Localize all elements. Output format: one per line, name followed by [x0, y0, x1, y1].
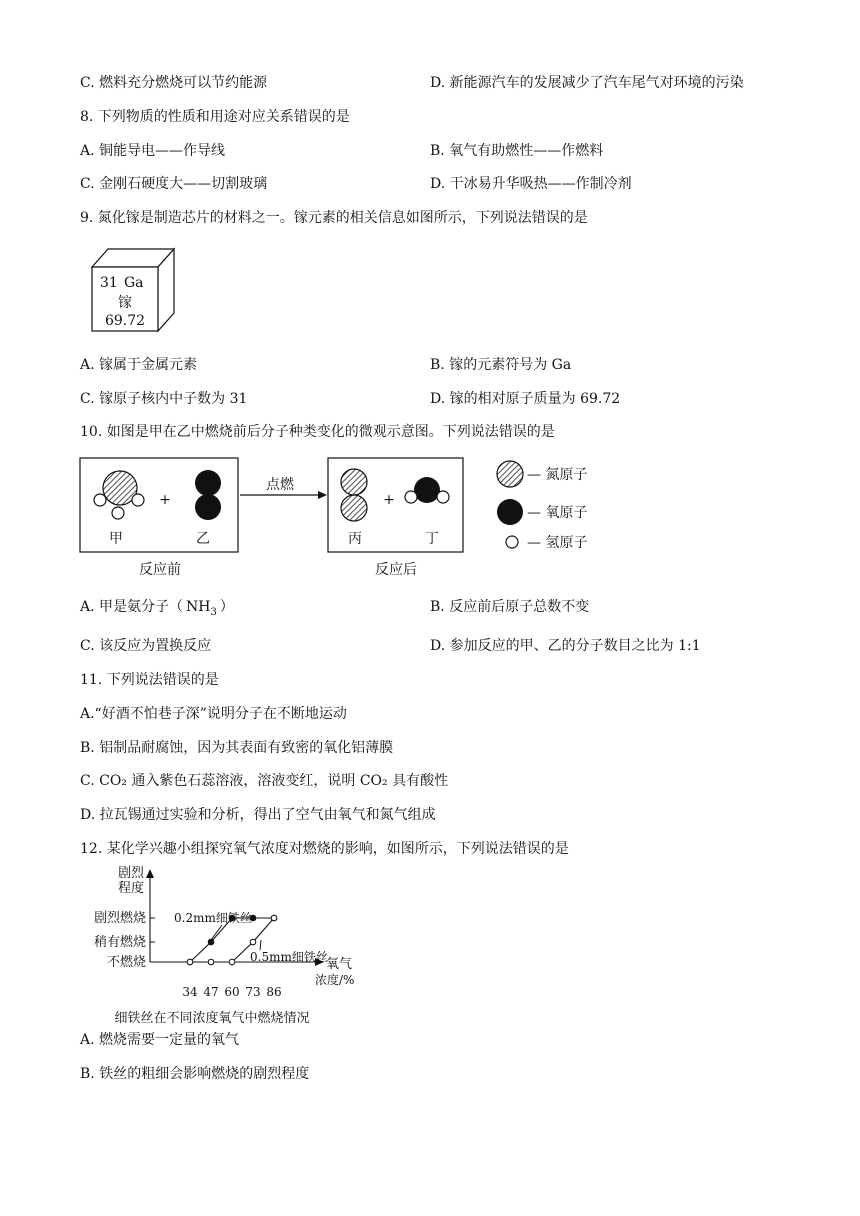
gallium-name: 镓 — [118, 295, 132, 311]
label-ding: 丁 — [425, 531, 439, 547]
point-0.5mm — [271, 915, 277, 921]
x-tick-label: 73 — [245, 985, 261, 999]
y-category-label: 剧烈燃烧 — [93, 911, 146, 926]
q9-option-a: A. 镓属于金属元素 — [80, 357, 198, 373]
plus-after: + — [383, 492, 395, 508]
label-yi: 乙 — [196, 531, 210, 547]
reaction-diagram — [78, 452, 618, 582]
svg-text:— 氮原子: — 氮原子 — [527, 467, 588, 483]
caption-before: 反应前 — [139, 562, 181, 578]
y-axis-label-line2: 程度 — [118, 881, 145, 896]
y-category-label: 不燃烧 — [106, 955, 146, 970]
gallium-symbol: Ga — [124, 275, 144, 291]
y-axis-arrow — [146, 869, 154, 878]
q11-option-c: C. CO₂ 通入紫色石蕊溶液，溶液变红，说明 CO₂ 具有酸性 — [80, 773, 449, 789]
q11-option-a: A.“好酒不怕巷子深”说明分子在不断地运动 — [80, 706, 347, 722]
x-axis-label-line2: 浓度/% — [315, 973, 355, 987]
q10-option-b: B. 反应前后原子总数不变 — [430, 599, 590, 615]
q10-option-c: C. 该反应为置换反应 — [80, 638, 212, 654]
x-tick-label: 47 — [203, 985, 219, 999]
point-0.5mm — [250, 939, 256, 945]
series-label-0.2mm: 0.2mm细铁丝 — [174, 911, 252, 925]
combustion-chart — [72, 862, 372, 1028]
label-bing: 丙 — [348, 531, 362, 547]
q10-option-d: D. 参加反应的甲、乙的分子数目之比为 1:1 — [430, 638, 701, 654]
q7-option-c: C. 燃料充分燃烧可以节约能源 — [80, 75, 268, 91]
point-0.5mm — [229, 959, 235, 965]
q11-option-b: B. 铝制品耐腐蚀，因为其表面有致密的氧化铝薄膜 — [80, 740, 394, 756]
gallium-mass: 69.72 — [104, 313, 146, 329]
label-jia: 甲 — [109, 531, 123, 547]
series-leader-0.2mm — [211, 925, 222, 940]
series-label-0.5mm: 0.5mm细铁丝 — [250, 950, 328, 964]
y-category-label: 稍有燃烧 — [93, 935, 146, 950]
q9-stem: 9. 氮化镓是制造芯片的材料之一。镓元素的相关信息如图所示，下列说法错误的是 — [80, 210, 588, 226]
legend-hydrogen — [506, 535, 587, 551]
x-tick-label: 34 — [182, 985, 198, 999]
q12-stem: 12. 某化学兴趣小组探究氧气浓度对燃烧的影响，如图所示，下列说法错误的是 — [80, 841, 569, 857]
q11-option-d: D. 拉瓦锡通过实验和分析，得出了空气由氧气和氮气组成 — [80, 807, 436, 823]
y-axis-label-line1: 剧烈 — [118, 866, 145, 881]
q12-option-a: A. 燃烧需要一定量的氧气 — [80, 1032, 240, 1048]
point-0.5mm — [208, 959, 214, 965]
q8-stem: 8. 下列物质的性质和用途对应关系错误的是 — [80, 109, 350, 125]
x-tick-label: 60 — [224, 985, 240, 999]
q8-option-c: C. 金刚石硬度大——切割玻璃 — [80, 176, 268, 192]
legend-oxygen — [497, 499, 587, 525]
q8-option-b: B. 氧气有助燃性——作燃料 — [430, 143, 604, 159]
point-0.2mm — [208, 939, 214, 945]
q8-option-d: D. 干冰易升华吸热——作制冷剂 — [430, 176, 632, 192]
q9-option-d: D. 镓的相对原子质量为 69.72 — [430, 391, 621, 407]
q10-stem: 10. 如图是甲在乙中燃烧前后分子种类变化的微观示意图。下列说法错误的是 — [80, 424, 555, 440]
caption-after: 反应后 — [375, 562, 417, 578]
svg-text:— 氧原子: — 氧原子 — [527, 505, 588, 521]
legend-nitrogen — [497, 461, 587, 487]
gallium-element-cell — [88, 243, 180, 335]
arrow-label-ignite: 点燃 — [266, 477, 294, 493]
gallium-atomic-number: 31 — [100, 275, 118, 291]
q9-option-b: B. 镓的元素符号为 Ga — [430, 357, 572, 373]
q7-option-d: D. 新能源汽车的发展减少了汽车尾气对环境的污染 — [430, 75, 744, 91]
q12-option-b: B. 铁丝的粗细会影响燃烧的剧烈程度 — [80, 1066, 310, 1082]
x-tick-label: 86 — [266, 985, 282, 999]
q9-option-c: C. 镓原子核内中子数为 31 — [80, 391, 248, 407]
point-0.5mm — [187, 959, 193, 965]
q8-option-a: A. 铜能导电——作导线 — [80, 143, 226, 159]
chart-title: 细铁丝在不同浓度氧气中燃烧情况 — [114, 1011, 310, 1026]
svg-text:— 氢原子: — 氢原子 — [527, 535, 588, 551]
series-leader-0.5mm — [260, 940, 261, 950]
q11-stem: 11. 下列说法错误的是 — [80, 672, 219, 688]
q10-option-a: A. 甲是氨分子（ $NH_3$ ） — [80, 599, 234, 618]
x-axis-label-line1: 氧气 — [326, 957, 353, 972]
plus-before: + — [159, 492, 171, 508]
